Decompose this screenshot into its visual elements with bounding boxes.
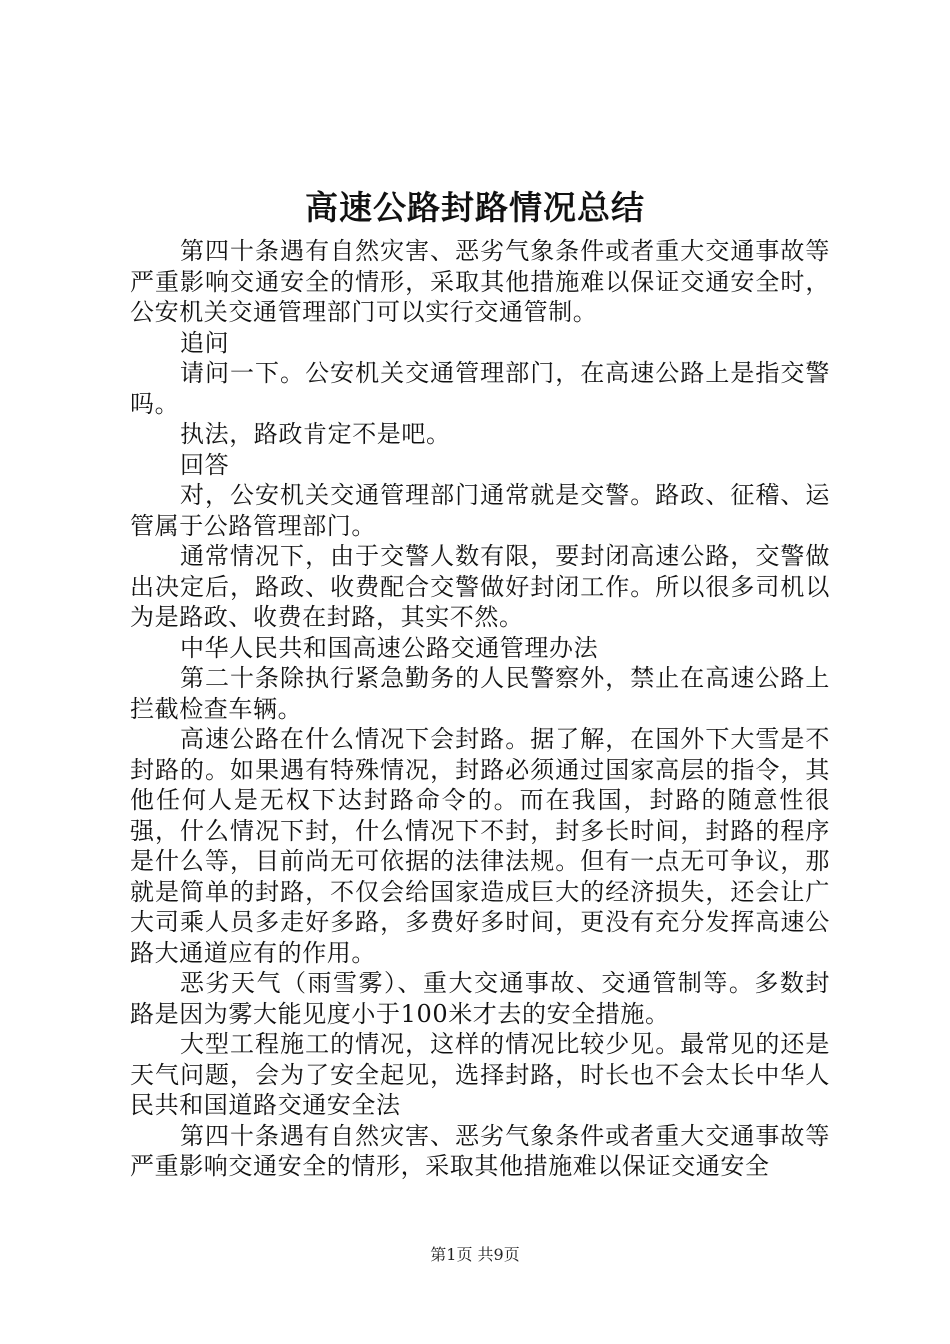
paragraph-answer: 对，公安机关交通管理部门通常就是交警。路政、征稽、运管属于公路管理部门。 [130,481,830,540]
paragraph-article-20: 第二十条除执行紧急勤务的人民警察外，禁止在高速公路上拦截检查车辆。 [130,664,830,723]
paragraph-question-cont: 执法，路政肯定不是吧。 [180,420,451,448]
paragraph-article-40: 第四十条遇有自然灾害、恶劣气象条件或者重大交通事故等严重影响交通安全的情形，采取其他措施难以保证交通安全时，公安机关交通管理部门可以实行交通管制。 [130,237,830,326]
paragraph-when-closed: 高速公路在什么情况下会封路。据了解，在国外下大雪是不封路的。如果遇有特殊情况，封路必须通过国家高层的指令，其他任何人是无权下达封路命令的。而在我国，封路的随意性很强，什么情况下封，什么情况下不封，封多长时间，封路的程序是什么等，目前尚无可依据的法律法规。但有一点无可争议，那就是简单的封路，不仅会给国家造成巨大的经济损失，还会让广大司乘人员多走好多路，多费好多时间，更没有充分发挥高速公路大通道应有的作用。 [130,725,830,967]
document-body [130,236,830,1182]
paragraph-bad-weather: 恶劣天气（雨雪雾）、重大交通事故、交通管制等。多数封路是因为雾大能见度小于100米才去的安全措施。 [130,969,830,1028]
paragraph-answer-label: 回答 [180,450,230,479]
paragraph-regulation-title: 中华人民共和国高速公路交通管理办法 [180,633,599,662]
paragraph-question: 请问一下。公安机关交通管理部门，在高速公路上是指交警吗。 [130,359,830,418]
paragraph-construction: 大型工程施工的情况，这样的情况比较少见。最常见的还是天气问题，会为了安全起见，选择封路，时长也不会太长中华人民共和国道路交通安全法 [130,1030,830,1119]
page-footer: 第1页 共9页 [430,1245,520,1264]
paragraph-article-40-repeat: 第四十条遇有自然灾害、恶劣气象条件或者重大交通事故等严重影响交通安全的情形，采取其他措施难以保证交通安全 [130,1121,830,1180]
document-title: 高速公路封路情况总结 [305,188,645,227]
paragraph-normal-case: 通常情况下，由于交警人数有限，要封闭高速公路，交警做出决定后，路政、收费配合交警做好封闭工作。所以很多司机以为是路政、收费在封路，其实不然。 [130,542,830,631]
paragraph-follow-up-label: 追问 [180,328,230,357]
